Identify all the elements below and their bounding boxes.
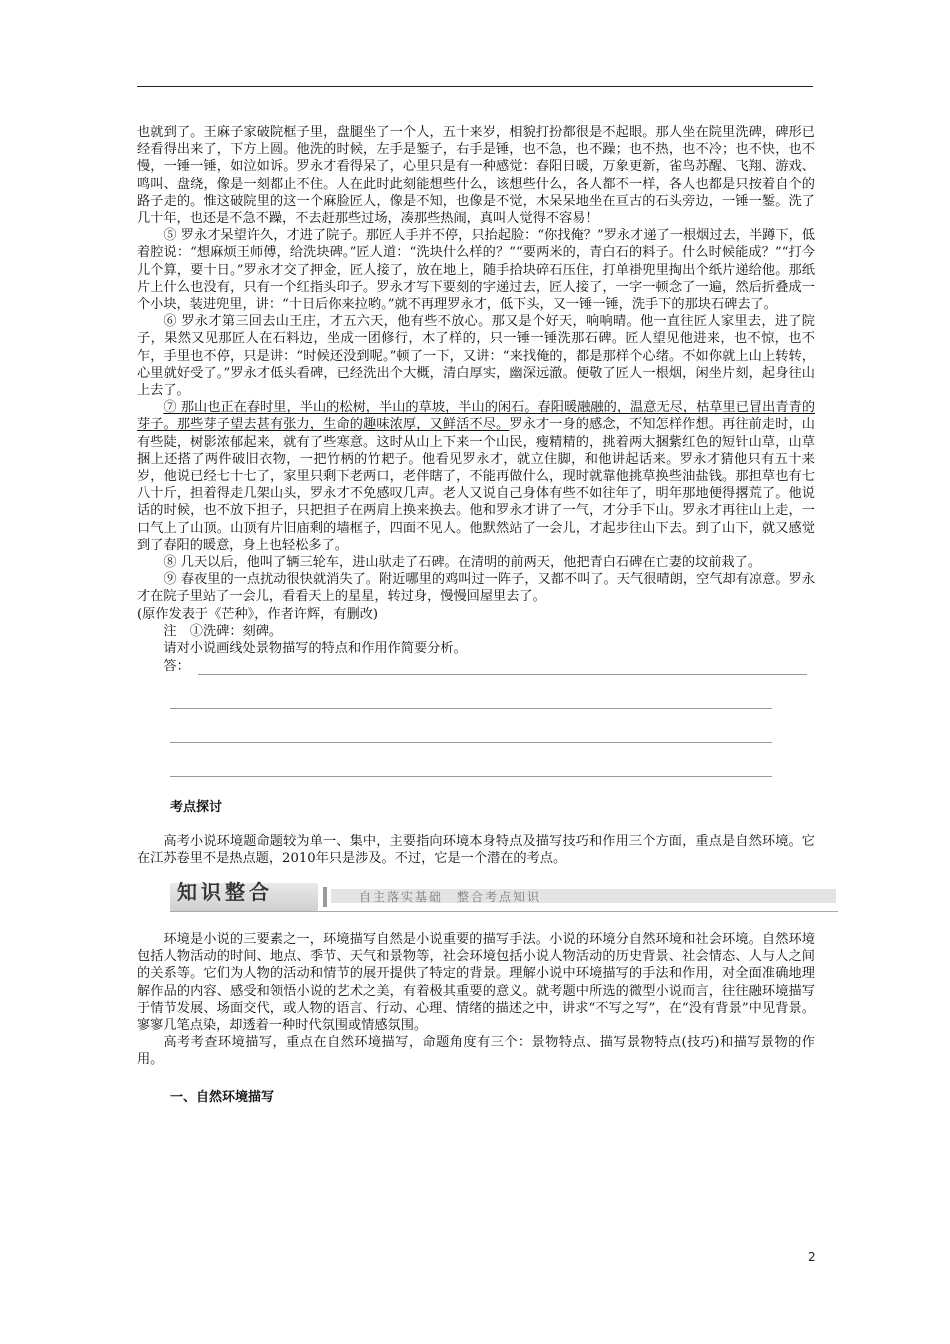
story-paragraph-6: ⑥ 罗永才第三回去山王庄，才五六天，他有些不放心。那又是个好天，响响晴。他一直往匠人家里去，进了院子，果然又见那匠人在石料边，坐成一团修行，木了样的，只一锤一锤洗那石碑。匠人望见他进来，也不惊，也不乍，手里也不停，只是讲：“时候还没到呢。”顿了一下，又讲：“来找俺的，都是那样个心绪。不如你就上山上转转，心里就好受了。”罗永才低头看碑，已经洗出个大概，清白厚实，幽深远澈。便敬了匠人一根烟，闲坐片刻，起身往山上去了。 (137, 314, 815, 399)
answer-line-4[interactable] (170, 743, 772, 777)
answer-label: 答： (163, 659, 190, 675)
exam-heading: 考点探讨 (170, 800, 223, 816)
answer-line-3[interactable] (170, 709, 772, 743)
story-paragraph-8: ⑧ 几天以后，他叫了辆三轮车，进山驮走了石碑。在清明的前两天，他把青白石碑在亡妻的坟前栽了。 (163, 555, 762, 571)
knowledge-paragraph-1: 环境是小说的三要素之一，环境描写自然是小说重要的描写手法。小说的环境分自然环境和社会环境。自然环境包括人物活动的时间、地点、季节、天气和景物等，社会环境包括小说人物活动的历史背景、社会情态、人与人之间的关系等。它们为人物的活动和情节的展开提供了特定的背景。理解小说中环境描写的手法和作用，对全面准确地理解作品的内容、感受和领悟小说的艺术之美，有着极其重要的意义。就考题中所选的微型小说而言，往往融环境描写于情节发展、场面交代，或人物的语言、行动、心理、情绪的描述之中，讲求“不写之写”，在“没有背景”中见背景。寥寥几笔点染，却透着一种时代氛围或情感氛围。 (137, 931, 815, 1033)
story-paragraph-5: ⑤ 罗永才呆望许久，才进了院子。那匠人手并不停，只抬起脸：“你找俺？”罗永才递了一根烟过去，半蹲下，低着腔说：“想麻烦王师傅，给洗块碑。”匠人道：“洗块什么样的？”“要两米的，青白石的料子。什么时候能成？”“打今儿个算，要十日。”罗永才交了押金，匠人接了，放在地上，随手拾块碎石压住，打单褂兜里掏出个纸片递给他。那纸片上什么也没有，只有一个红指头印子。罗永才写下要刻的字递过去，匠人接了，一字一顿念了一遍，然后折叠成一个小块，装进兜里，讲：“十日后你来拉哟。”就不再理罗永才，低下头，又一锤一锤，洗手下的那块石碑去了。 (137, 228, 815, 313)
banner-bar (323, 887, 327, 907)
footnote: 注 ①洗碑：刻碑。 (163, 623, 283, 639)
knowledge-paragraph-2: 高考考查环境描写，重点在自然环境描写，命题角度有三个：景物特点、描写景物特点(技巧)和描写景物的作用。 (137, 1035, 815, 1068)
answer-line-1[interactable] (198, 662, 807, 675)
story-paragraph-continued: 也就到了。王麻子家破院框子里，盘腿坐了一个人，五十来岁，相貌打扮都很是不起眼。那人坐在院里洗碑，碑形已经看得出来了，下方上圆。他洗的时候，左手是錾子，右手是锤，也不急，也不躁；也不热，也不冷；也不快，也不慢，一锤一锤，如泣如诉。罗永才看得呆了，心里只是有一种感觉：春阳日暖，万象更新，雀鸟苏醒、飞翔、游戏、鸣叫、盘绕，像是一刻都止不住。人在此时此刻能想些什么，该想些什么，各人都不一样，各人也都是只按着自个的路子走的。惟这破院里的这一个麻脸匠人，像是不知，也像是不觉，木呆呆地坐在亘古的石头旁边，一锤一錾。洗了几十年，也还是不急不躁，不去赶那些过场，凑那些热闹，真叫人觉得不容易！ (137, 125, 815, 227)
story-paragraph-7 (137, 399, 815, 554)
banner-underline (170, 911, 838, 912)
answer-line-2[interactable] (170, 675, 772, 709)
knowledge-banner (137, 881, 837, 915)
story-paragraph-7-rest: 罗永才一身的感念，不知怎样作想。再往前走时，山有些陡，树影浓郁起来，就有了些寒意。这时从山上下来一个山民，瘦精精的，挑着两大捆紫红色的短针山草，山草捆上还搭了两件破旧衣物，一把竹柄的竹耙子。他看见罗永才，就立住脚，和他讲起话来。罗永才猜他只有五十来岁，他说已经七十七了，家里只剩下老两口，老伴瞎了，不能再做什么，现时就靠他挑草换些油盐钱。那担草也有七八十斤，担着得走几架山头，罗永才不免感叹几声。老人又说自己身体有些不如往年了，明年那地便得撂荒了。他说话的时候，也不放下担子，只把担子在两肩上换来换去。他和罗永才讲了一气，才分手下山。罗永才再往山上走，一口气上了山顶。山顶有片旧庙剩的墙框子，四面不见人。他默然站了一会儿，才起步往山下去。到了山下，就又感觉到了春阳的暖意，身上也轻松多了。 (137, 417, 815, 553)
source-note: (原作发表于《芒种》，作者许辉，有删改) (137, 606, 379, 622)
question-text: 请对小说画线处景物描写的特点和作用作简要分析。 (163, 641, 467, 657)
banner-subtitle: 自主落实基础 整合考点知识 (359, 889, 542, 904)
banner-title: 知识整合 (177, 879, 273, 904)
story-paragraph-9: ⑨ 春夜里的一点扰动很快就消失了。附近哪里的鸡叫过一阵子，又都不叫了。天气很晴朗，空气却有凉意。罗永才在院子里站了一会儿，看看天上的星星，转过身，慢慢回屋里去了。 (137, 572, 815, 605)
underlined-scenery-passage: ⑦ 那山也正在春时里，半山的松树，半山的草坡，半山的闲石。春阳暖融融的，温意无尽，枯草里已冒出青青的芽子。那些芽子望去甚有张力，生命的趣味浓厚，又鲜活不尽。 (137, 400, 815, 433)
page-content (137, 124, 815, 1106)
header-rule (137, 86, 813, 87)
answer-row (137, 657, 815, 675)
natural-environment-heading: 一、自然环境描写 (170, 1089, 275, 1105)
exam-text: 高考小说环境题命题较为单一、集中，主要指向环境本身特点及描写技巧和作用三个方面，重点是自然环境。它在江苏卷里不是热点题，2010年只是涉及。不过，它是一个潜在的考点。 (137, 833, 815, 866)
page-number: 2 (808, 1250, 816, 1264)
